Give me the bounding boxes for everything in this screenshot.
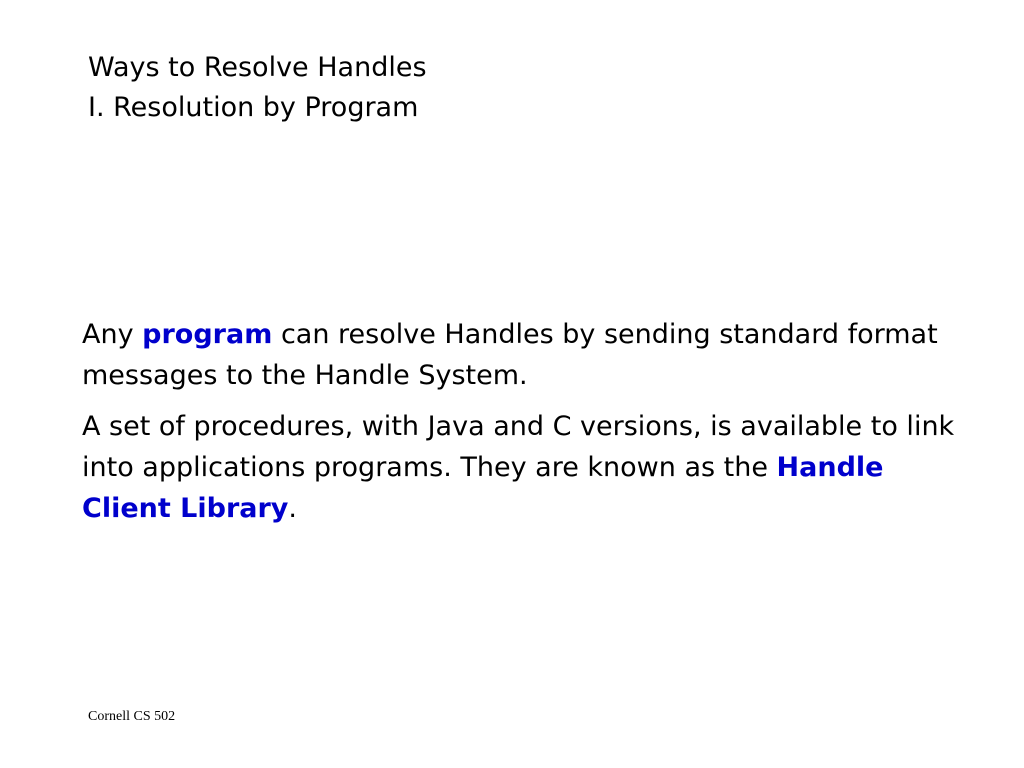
paragraph-library [82,406,962,529]
paragraph-1-text-after: can resolve Handles by sending standard format messages to the Handle System. [82,319,938,391]
paragraph-program [82,314,962,396]
footer-course-label: Cornell CS 502 [88,709,176,724]
highlight-handle-client-library: Handle Client Library [82,452,884,524]
paragraph-1-text-before: Any [82,319,143,350]
highlight-program: program [142,319,273,350]
title-line-2: I. Resolution by Program [88,92,419,123]
slide-title [88,48,427,128]
paragraph-2-text-before: A set of procedures, with Java and C versions, is available to link into applications programs. They are known as the [82,411,955,483]
slide-body [82,314,962,539]
title-line-1: Ways to Resolve Handles [88,52,427,83]
paragraph-2-text-after: . [288,493,297,524]
